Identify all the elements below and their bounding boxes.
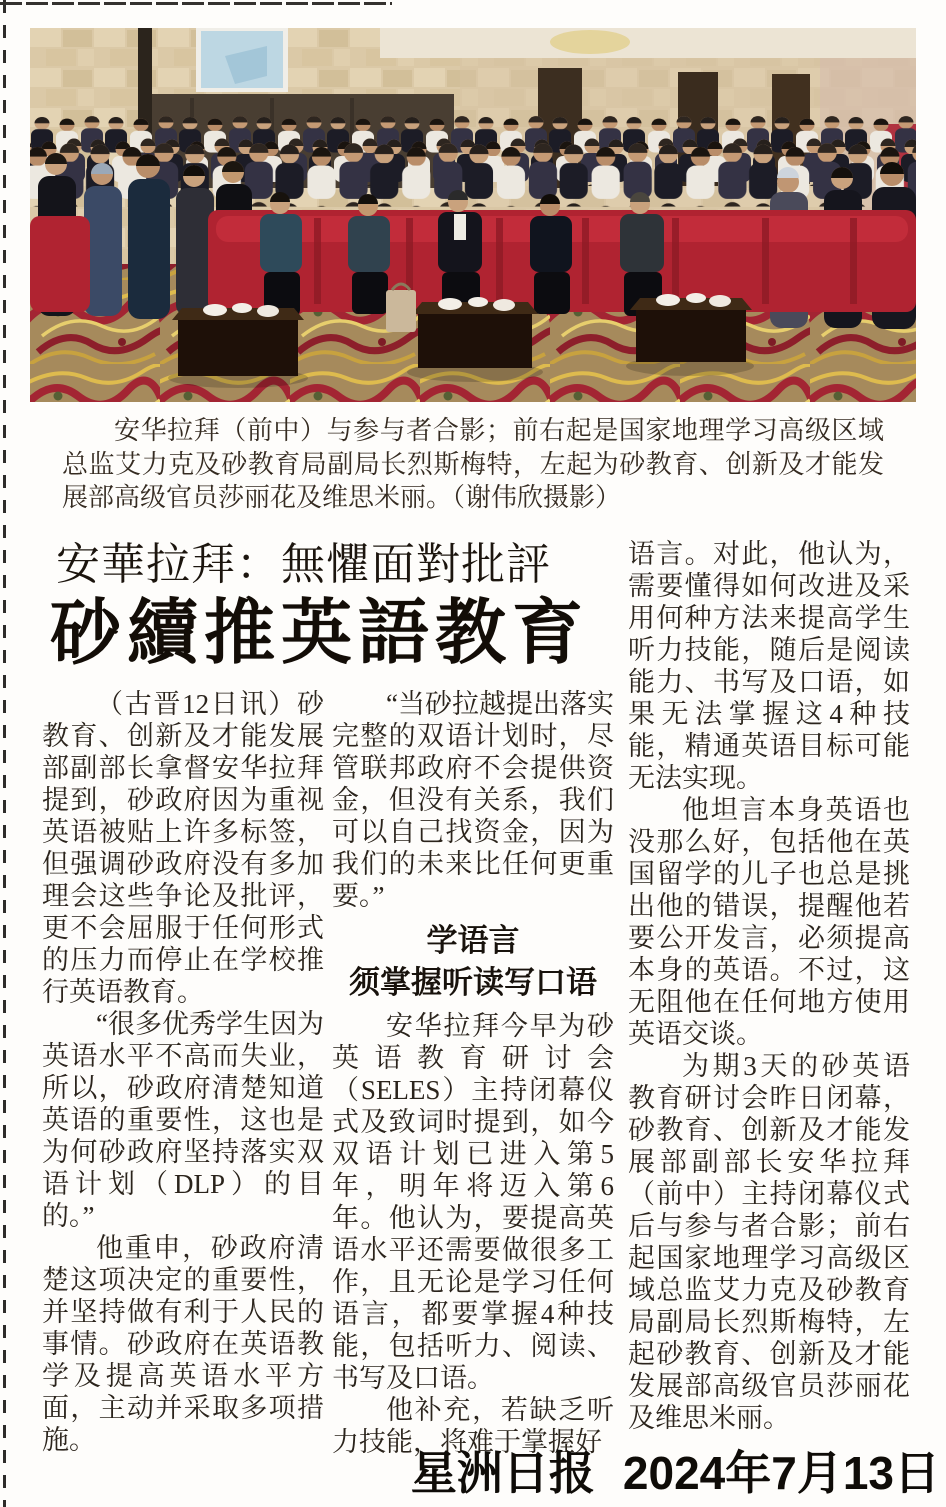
headline-kicker: 安華拉拜：無懼面對批評 bbox=[56, 540, 551, 589]
paragraph: 他重申，砂政府清楚这项决定的重要性，并坚持做有利于人民的事情。砂政府在英语教学及提高英语水平方面，主动并采取多项措施。 bbox=[42, 1233, 324, 1455]
section-subhead-line1: 学语言 bbox=[426, 923, 520, 958]
left-dashed-cut-line bbox=[3, 0, 6, 1507]
article-column-3 bbox=[628, 538, 910, 1434]
group-photo-illustration bbox=[30, 28, 916, 402]
section-subhead-line2: 须掌握听读写口语 bbox=[349, 965, 597, 1000]
newspaper-name: 星洲日报 bbox=[410, 1447, 595, 1499]
article-column-1 bbox=[42, 688, 324, 1456]
photo-caption-text: 安华拉拜（前中）与参与者合影；前右起是国家地理学习高级区域总监艾力克及砂教育局副局长烈斯梅特，左起为砂教育、创新及才能发展部高级官员莎丽花及维思米丽。（谢伟欣摄影） bbox=[62, 416, 884, 512]
top-cut-line bbox=[0, 2, 392, 5]
chandelier bbox=[550, 30, 630, 54]
paragraph: “很多优秀学生因为英语水平不高而失业，所以，砂政府清楚知道英语的重要性，这也是为何砂政府坚持落实双语计划（DLP）的目的。” bbox=[42, 1009, 324, 1231]
paragraph: 为期3天的砂英语教育研讨会昨日闭幕，砂教育、创新及才能发展部副部长安华拉拜（前中）主持闭幕仪式后与参与者合影；前右起国家地理学习高级区域总监艾力克及砂教育局副局长烈斯梅特，左起砂教育、创新及才能发展部高级官员莎丽花及维思米丽。 bbox=[628, 1051, 910, 1433]
paragraph-continuation: 语言。对此，他认为，需要懂得如何改进及采用何种方法来提高学生听力技能，随后是阅读能力、书写及口语，如果无法掌握这4种技能，精通英语目标可能无法实现。 bbox=[628, 539, 910, 793]
paragraph: 他坦言本身英语也没那么好，包括他在英国留学的儿子也总是挑出他的错误，提醒他若要公开发言，必须提高本身的英语。不过，这无阻他在任何地方使用英语交谈。 bbox=[628, 795, 910, 1049]
source-line bbox=[411, 1446, 940, 1500]
paragraph: （古晋12日讯）砂教育、创新及才能发展部副部长拿督安华拉拜提到，砂政府因为重视英语被贴上许多标签，但强调砂政府没有多加理会这些争论及批评，更不会屈服于任何形式的压力而停止在学校推行英语教育。 bbox=[42, 689, 324, 1007]
paragraph: 安华拉拜今早为砂英语教育研讨会（SELES）主持闭幕仪式及致词时提到，如今双语计划已进入第5年，明年将迈入第6年。他认为，要提高英语水平还需要做很多工作，且无论是学习任何语言，都要掌握4种技能，包括听力、阅读、书写及口语。 bbox=[332, 1011, 614, 1393]
section-subhead bbox=[332, 920, 614, 1004]
ceiling bbox=[380, 28, 916, 58]
paragraph: 他补充，若缺乏听力技能，将难于掌握好 bbox=[332, 1395, 614, 1457]
photo-caption bbox=[62, 414, 884, 515]
gift-bag bbox=[386, 290, 416, 332]
article-column-2 bbox=[332, 688, 614, 1458]
headline-main: 砂續推英語教育 bbox=[50, 594, 590, 673]
publication-date: 2024年7月13日 bbox=[622, 1447, 940, 1499]
group-photo bbox=[30, 28, 916, 402]
paragraph: “当砂拉越提出落实完整的双语计划时，尽管联邦政府不会提供资金，但没有关系，我们可以自己找资金，因为我们的未来比任何更重要。” bbox=[332, 689, 614, 911]
